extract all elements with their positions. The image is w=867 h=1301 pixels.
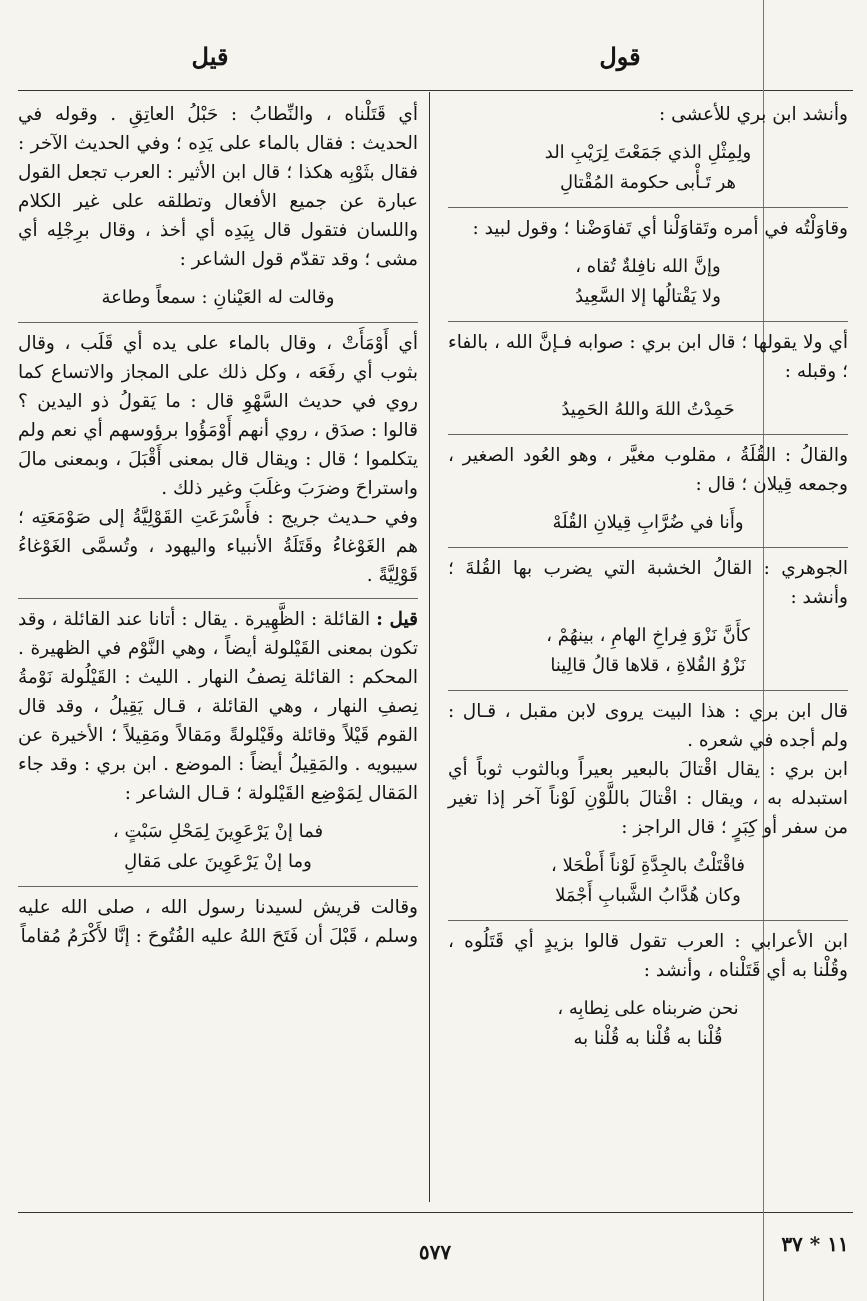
page-number: ٥٧٧ xyxy=(418,1240,452,1264)
separator xyxy=(18,886,418,887)
bottom-rule xyxy=(18,1212,853,1213)
separator xyxy=(448,321,848,322)
entry-headword-label: قيل : xyxy=(376,609,418,630)
paragraph: والقالُ : القُلَةُ ، مقلوب مغيَّر ، وهو العُود الصغير ، وجمعه قِيلان ؛ قال : xyxy=(448,445,848,495)
verse-line: حَمِدْتُ اللهَ واللهُ الحَمِيدُ xyxy=(561,399,735,420)
entry-text: القائلة : الظَّهِيرة . يقال : أتانا عند القائلة ، وقد تكون بمعنى القَيْلولة أيضاً ، وهي النَّوْم في الظهيرة . المحكم : القائلة نِصفُ النهار . الليث : القَيْلُولة نَوْمةُ نِصفِ النهار ، وهي القائلة ، قـال يَقِيلُ ، وقد قال القوم قَيْلاً وقائلة وقَيْلولةً ومَقالاً ومَقِيلاً ؛ الأخيرة عن سيبويه . والمَقِيلُ أيضاً : الموضع . ابن بري : وقد جاء المَقال لِمَوْضِع القَيْلولة ؛ قـال الشاعر : xyxy=(18,609,418,804)
verse-line: فاقْتَلْتُ بالجِدَّةِ لَوْناً أَطْحَلا ، xyxy=(551,855,745,876)
top-rule xyxy=(18,90,853,91)
column-divider xyxy=(429,92,430,1202)
separator xyxy=(448,547,848,548)
verse-line: وإنَّ الله نافِلةٌ تُقاه ، xyxy=(575,256,721,277)
verse xyxy=(448,138,848,198)
verse xyxy=(448,994,848,1054)
paragraph: وأنشد ابن بري للأعشى : xyxy=(658,104,848,125)
verse-line: نحن ضربناه على نِطابِه ، xyxy=(557,998,739,1019)
separator xyxy=(448,690,848,691)
signature-mark: ١١ * ٣٧ xyxy=(781,1232,849,1256)
verse-line: فما إنْ يَرْعَوِينَ لِمَحْلِ سَبْتٍ ، xyxy=(112,821,324,842)
verse-line: وكان هُدَّابُ الشَّبابِ أَجْمَلا xyxy=(555,885,741,906)
right-column xyxy=(448,100,848,1063)
verse xyxy=(448,508,848,538)
verse-line: ولِمِثْلِ الذي جَمَعْتَ لِرَيْبِ الد xyxy=(544,142,752,163)
paragraph: وقالت قريش لسيدنا رسول الله ، صلى الله عليه وسلم ، قَبْلَ أن فَتَحَ اللهُ عليه الفُتُوحَ : إنَّا لأَكْرَمُ مُقاماً xyxy=(18,897,418,947)
verse xyxy=(448,395,848,425)
paragraph: قال ابن بري : هذا البيت يروى لابن مقبل ، قـال : ولم أجده في شعره . xyxy=(448,701,848,751)
paragraph: وفي حـديث جريج : فأَسْرَعَتِ القَوْلِيَّةُ إلى صَوْمَعَتِه ؛ هم الغَوْغاءُ وقَتَلَةُ الأنبياء واليهود ، وتُسمَّى الغَوْغاءُ قَوْلِيَّةً . xyxy=(18,507,418,586)
verse xyxy=(448,851,848,911)
separator xyxy=(448,434,848,435)
verse xyxy=(18,817,418,877)
verse-line: هر تَـأْبى حكومة المُقْتالِ xyxy=(559,172,737,193)
verse xyxy=(448,252,848,312)
left-column xyxy=(18,100,418,951)
verse-line: نَزْوُ القُلاةِ ، قلاها قالُ قالِينا xyxy=(550,655,746,676)
verse xyxy=(18,283,418,313)
paragraph: أي ولا يقولها ؛ قال ابن بري : صوابه فـإنَّ الله ، بالفاء ؛ وقبله : xyxy=(448,332,848,382)
verse xyxy=(448,621,848,681)
paragraph: أي أَوْمَأَتْ ، وقال بالماء على يده أي قَلَب ، وقال بثوب أي رفَعَه ، وكل ذلك على المجاز والاتساع كما روي في حديث السَّهْوِ قال : ما يَقولُ ذو اليدين ؟ قالوا : صدَق ، روي أنهم أَوْمَؤُوا برؤوسهم أي نعم ولم يتكلموا ؛ قال : ويقال قال بمعنى أَقْبَلَ ، وبمعنى مالَ واستراحَ وضرَبَ وغلَبَ وغير ذلك . xyxy=(18,333,418,499)
verse-line: ولا يَقْتالُها إلا السَّعِيدُ xyxy=(575,286,721,307)
verse-line: كأَنَّ نَزْوَ فِراخِ الهامِ ، بينهُمْ ، xyxy=(546,625,750,646)
paragraph: ابن بري : يقال اقْتالَ بالبعير بعيراً وبالثوب ثوباً أي استبدله به ، ويقال : اقْتالَ باللَّوْنِ لَوْناً آخر إذا تغير من سفر أو كِبَرٍ ؛ قال الراجز : xyxy=(448,759,848,838)
separator xyxy=(448,207,848,208)
right-headword: قول xyxy=(599,42,641,71)
paragraph: وقاوَلْتُه في أمره وتَقاوَلْنا أي تَفاوَضْنا ؛ وقول لبيد : xyxy=(472,218,848,239)
entry-paragraph xyxy=(18,605,418,808)
verse-line: وما إنْ يَرْعَوِينَ على مَقالِ xyxy=(124,851,312,872)
paragraph: ابن الأعرابي : العرب تقول قالوا بزيدٍ أي قَتَلُوه ، وقُلْنا به أي قَتَلْناه ، وأنشد : xyxy=(448,931,848,981)
verse-line: وقالت له العَيْنانِ : سمعاً وطاعة xyxy=(101,287,335,308)
separator xyxy=(18,598,418,599)
separator xyxy=(18,322,418,323)
left-headword: قيل xyxy=(191,42,229,71)
verse-line: وأَنا في ضُرَّابِ قِيلانِ القُلَهْ xyxy=(552,512,744,533)
paragraph: الجوهري : القالُ الخشبة التي يضرب بها القُلةَ ؛ وأنشد : xyxy=(448,558,848,608)
separator xyxy=(448,920,848,921)
verse-line: قُلْنا به قُلْنا به قُلْنا به xyxy=(573,1028,723,1049)
paragraph: أي قَتَلْناه ، والنِّطابُ : حَبْلُ العاتِقِ . وقوله في الحديث : فقال بالماء على يَدِه ؛ وفي الحديث الآخر : فقال بثَوْبِه هكذا ؛ قال ابن الأثير : العرب تجعل القول عبارة عن جميع الأفعال وتطلقه على غير الكلام واللسان فتقول قال بِيَدِه أي أخذ ، وقال برِجْلِه أي مشى ؛ وقد تقدّم قول الشاعر : xyxy=(18,104,418,270)
